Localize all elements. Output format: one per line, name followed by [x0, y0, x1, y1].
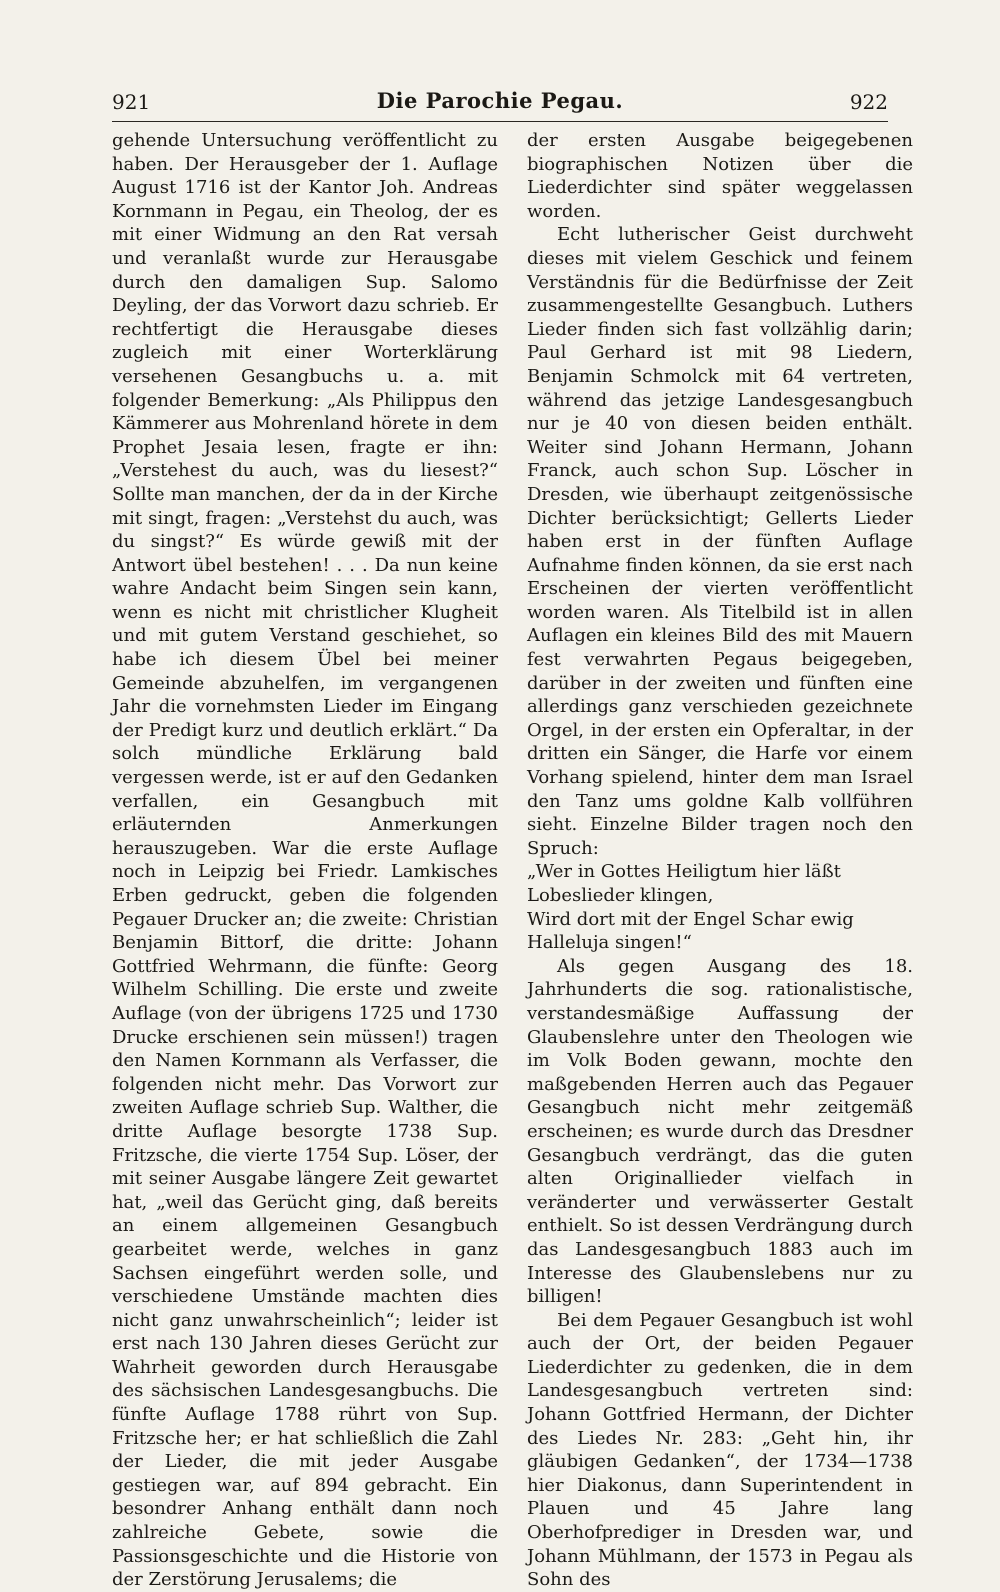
running-title: Die Parochie Pegau. [376, 88, 624, 113]
verse-line: Wird dort mit der Engel Schar ewig Halleluja singen!“ [527, 908, 854, 954]
paragraph: gehende Untersuchung veröffentlicht zu haben. Der Herausgeber der 1. Auflage August 1716 ist der Kantor Joh. Andreas Kornmann in Pegau, ein Theolog, der es mit einer Widmung an den Rat versah und veranlaßt wurde zur Herausgabe durch den damaligen Sup. Salomo Deyling, der das Vorwort dazu schrieb. Er rechtfertigt die Herausgabe dieses zugleich mit einer Worterklärung versehenen Gesangbuchs u. a. mit folgender Bemerkung: „Als Philippus den Kämmerer aus Mohrenland hörete in dem Prophet Jesaia lesen, fragte er ihn: „Verstehest du auch, was du liesest?“ Sollte man manchen, der da in der Kirche mit singt, fragen: „Verstehst du auch, was du singst?“ Es würde gewiß mit der Antwort übel bestehen! . . . Da nun keine wahre Andacht beim Singen sein kann, wenn es nicht mit christlicher Klugheit und mit gutem Verstand geschiehet, so habe ich diesem Übel bei meiner Gemeinde abzuhelfen, im vergangenen Jahr die vornehmsten Lieder im Eingang der Predigt kurz und deutlich erklärt.“ Da solch mündliche Erklärung bald vergessen werde, ist er auf den Gedanken verfallen, ein Gesangbuch mit erläuternden Anmerkungen herauszugeben. War die erste Auflage noch in Leipzig bei Friedr. Lamkisches Erben gedruckt, geben die folgenden Pegauer Drucker an; die zweite: Christian Benjamin Bittorf, die dritte: Johann Gottfried Wehrmann, die fünfte: Georg Wilhelm Schilling. Die erste und zweite Auflage (von der übrigens 1725 und 1730 Drucke erschienen sein müssen!) tragen den Namen Kornmann als Verfasser, die folgenden nicht mehr. Das Vorwort zur zweiten Auflage schrieb Sup. Walther, die dritte Auflage besorgte 1738 Sup. Fritzsche, die vierte 1754 Sup. Löser, der mit seiner Ausgabe längere Zeit gewartet hat, „weil das Gerücht ging, daß bereits an einem allgemeinen Gesangbuch gearbeitet werde, welches in ganz Sachsen eingeführt werden solle, und verschiedene Umstände machten dies nicht ganz unwahrscheinlich“; leider ist erst nach 130 Jahren dieses Gerücht zur Wahrheit geworden durch Herausgabe des sächsischen Landesgesangbuchs. Die fünfte Auflage 1788 rührt von Sup. Fritzsche her; er hat schließlich die Zahl der Lieder, die mit jeder Ausgabe gestiegen war, auf 894 gebracht. Ein besondrer Anhang enthält dann noch zahlreiche Gebete, sowie die Passionsgeschichte und die Historie von der Zerstörung Jerusalems; die [112, 130, 498, 1591]
page-header [112, 86, 888, 116]
paragraph: Als gegen Ausgang des 18. Jahrhunderts die sog. rationalistische, verstandesmäßige Auffassung der Glaubenslehre unter den Theologen wie im Volk Boden gewann, mochte den maßgebenden Herren auch das Pegauer Gesangbuch nicht mehr zeitgemäß erscheinen; es wurde durch das Dresdner Gesangbuch verdrängt, das die guten alten Originallieder vielfach in veränderter und verwässerter Gestalt enthielt. So ist dessen Verdrängung durch das Landesgesangbuch 1883 auch im Interesse des Glaubenslebens nur zu billigen! [527, 955, 913, 1308]
paragraph: der ersten Ausgabe beigegebenen biographischen Notizen über die Liederdichter sind später weggelassen worden. [527, 130, 913, 222]
paragraph: Bei dem Pegauer Gesangbuch ist wohl auch der Ort, der beiden Pegauer Liederdichter zu gedenken, die in dem Landesgesangbuch vertreten sind: Johann Gottfried Hermann, der Dichter des Liedes Nr. 283: „Geht hin, ihr gläubigen Gedanken“, der 1734—1738 hier Diakonus, dann Superintendent in Plauen und 45 Jahre lang Oberhofprediger in Dresden war, und Johann Mühlmann, der 1573 in Pegau als Sohn des [527, 1309, 913, 1591]
paragraph: Echt lutherischer Geist durchweht dieses mit vielem Geschick und feinem Verständnis für die Bedürfnisse der Zeit zusammengestellte Gesangbuch. Luthers Lieder finden sich fast vollzählig darin; Paul Gerhard ist mit 98 Liedern, Benjamin Schmolck mit 64 vertreten, während das jetzige Landesgesangbuch nur je 40 von diesen beiden enthält. Weiter sind Johann Hermann, Johann Franck, auch schon Sup. Löscher in Dresden, wie überhaupt zeitgenössische Dichter berücksichtigt; Gellerts Lieder haben erst in der fünften Auflage Aufnahme finden können, da sie erst nach Erscheinen der vierten veröffentlicht worden waren. Als Titelbild ist in allen Auflagen ein kleines Bild des mit Mauern fest verwahrten Pegaus beigegeben, darüber in der zweiten und fünften eine allerdings ganz verschieden gezeichnete Orgel, in der ersten ein Opferaltar, in der dritten ein Sänger, die Harfe vor einem Vorhang spielend, hinter dem man Israel den Tanz ums goldne Kalb vollführen sieht. Einzelne Bilder tragen noch den Spruch: [527, 224, 913, 859]
left-page-number: 921 [112, 90, 151, 114]
header-rule [112, 121, 888, 122]
right-column [527, 129, 913, 1592]
verse-line: „Wer in Gottes Heiligtum hier läßt Lobeslieder klingen, [527, 861, 841, 906]
left-column [112, 129, 498, 1592]
right-page-number: 922 [849, 90, 888, 114]
